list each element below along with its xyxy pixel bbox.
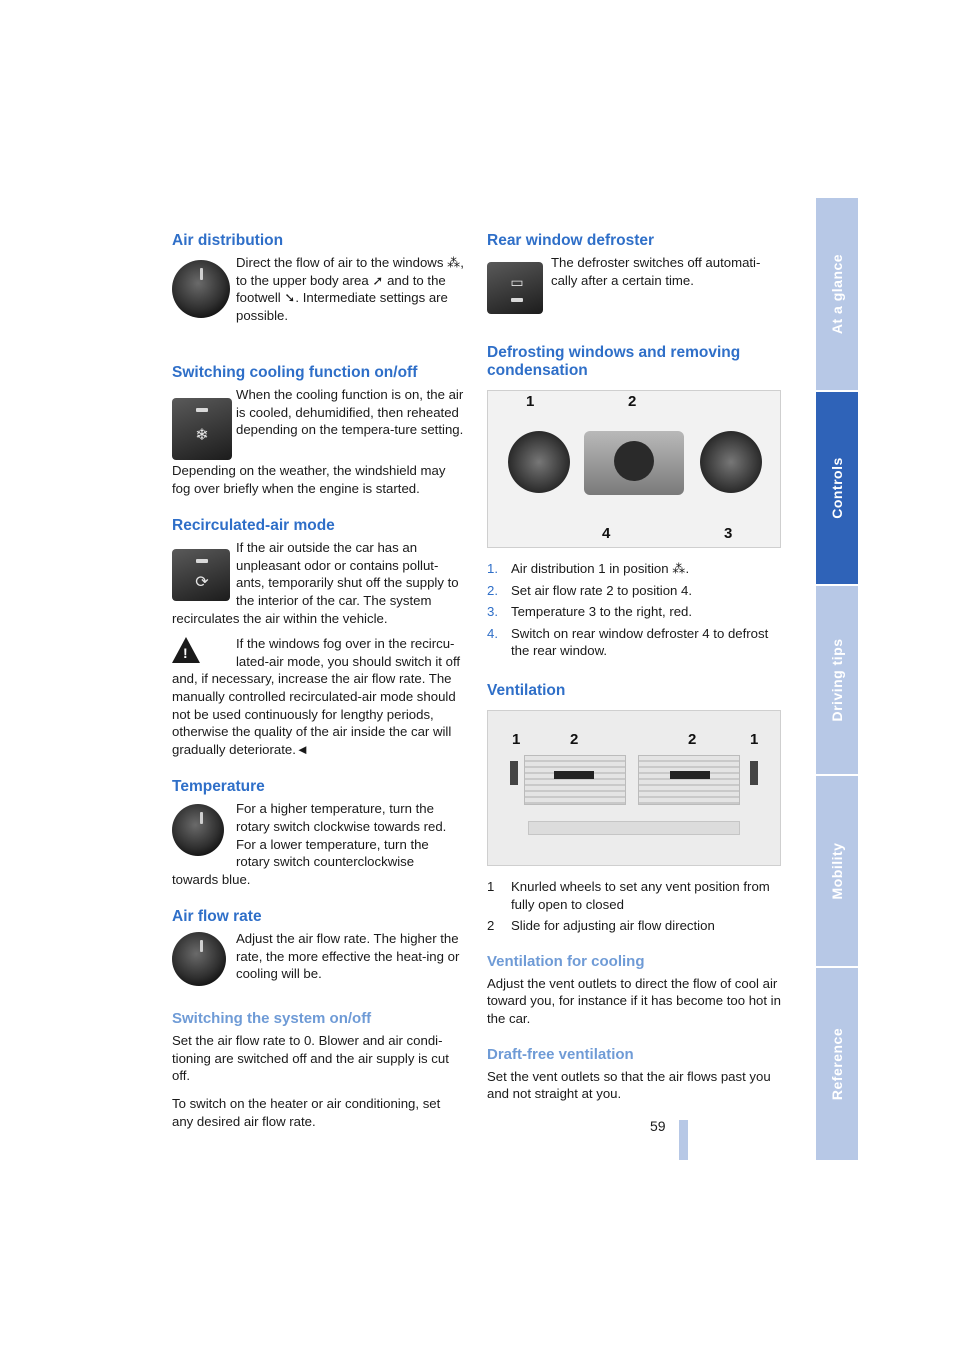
photo-label: 1 [512, 730, 521, 748]
list-item: 2. Set air flow rate 2 to position 4. [487, 582, 693, 598]
side-tab-mobility[interactable] [816, 776, 858, 966]
side-tab-driving-tips[interactable] [816, 586, 858, 774]
system-onoff-text-2: To switch on the heater or air conditioning, set any desired air flow rate. [172, 1096, 441, 1129]
side-tab-label: Driving tips [829, 638, 845, 722]
page-number-bar [679, 1120, 688, 1160]
cooling-heading: Switching cooling function on/off [172, 364, 418, 381]
recirc-warning: If the windows fog over in the recircu-lated-air mode, you should switch it off and, if necessary, increase the air flow rate. The manually controlled recirculated-air mode should not be used continuously for lengthy periods, otherwise the quality of the air inside the car will gradually deteriorate.◄ [172, 636, 461, 757]
recirculation-icon: ⟳ [195, 574, 209, 592]
temperature-text: For a higher temperature, turn the rotary switch clockwise towards red. For a lower temperature, turn the rotary switch counterclockwise towards blue. [172, 801, 447, 887]
climate-control-photo [487, 390, 781, 548]
side-tab-controls[interactable] [816, 392, 858, 584]
side-tab-label: Mobility [829, 842, 845, 900]
air-flow-text: Adjust the air flow rate. The higher the rate, the more effective the heat-ing or cooling will be. [236, 931, 460, 982]
cooling-text: When the cooling function is on, the air is cooled, dehumidified, then reheated depending on the tempera-ture setting. [236, 387, 464, 438]
ventilation-heading: Ventilation [487, 681, 566, 699]
list-item: 1 Knurled wheels to set any vent position from fully open to closed [487, 878, 770, 912]
side-tab-reference[interactable] [816, 968, 858, 1160]
left-column [172, 232, 462, 1130]
temperature-heading: Temperature [172, 778, 265, 796]
rear-defroster-heading: Rear window defroster [487, 232, 655, 249]
photo-label: 4 [602, 525, 611, 542]
rear-defroster-button-image [487, 262, 543, 314]
list-item: 1. Air distribution 1 in position ⁂. [487, 561, 690, 576]
side-tab-label: Controls [829, 457, 845, 519]
snowflake-icon: ❄ [195, 427, 209, 444]
rear-defroster-icon: ▭ [510, 274, 524, 290]
warning-icon: ! [172, 637, 200, 663]
system-onoff-heading: Switching the system on/off [172, 1010, 372, 1028]
right-column [487, 232, 783, 1103]
photo-label: 2 [570, 730, 579, 748]
temperature-knob-image [172, 804, 224, 856]
vent-cooling-text: Adjust the vent outlets to direct the flow of cool air toward you, for instance if it has become too hot in the car. [487, 975, 781, 1026]
air-distribution-text: Direct the flow of air to the windows ⁂, to the upper body area ➚ and to the footwell ➘. Intermediate settings are possible. [236, 255, 464, 323]
side-tab-label: Reference [829, 1027, 845, 1101]
cooling-button-image [172, 398, 232, 460]
air-distribution-knob-image [172, 260, 230, 318]
ventilation-photo [487, 710, 781, 866]
photo-label: 3 [724, 525, 733, 542]
recirc-heading: Recirculated-air mode [172, 517, 335, 535]
list-item: 3. Temperature 3 to the right, red. [487, 604, 693, 620]
photo-label: 1 [750, 730, 759, 748]
photo-label: 2 [688, 730, 697, 748]
air-flow-heading: Air flow rate [172, 908, 262, 926]
cooling-text-2: Depending on the weather, the windshield may fog over briefly when the engine is started. [172, 463, 446, 496]
air-distribution-heading: Air distribution [172, 232, 284, 249]
recirc-button-image [172, 549, 230, 601]
rear-defroster-text: The defroster switches off automati-cally after a certain time. [551, 255, 761, 288]
vent-cooling-heading: Ventilation for cooling [487, 952, 645, 970]
air-flow-knob-image [172, 932, 226, 986]
draft-free-text: Set the vent outlets so that the air flows past you and not straight at you. [487, 1068, 771, 1102]
defrosting-heading: Defrosting windows and removing condensation [487, 344, 741, 379]
list-item: 2 Slide for adjusting air flow direction [487, 918, 715, 934]
recirc-text: If the air outside the car has an unpleasant odor or contains pollut-ants, temporarily shut off the supply to the interior of the car. The system recirculates the air within the vehicle. [172, 540, 459, 626]
photo-label: 2 [628, 393, 637, 410]
side-tab-at-a-glance[interactable] [816, 198, 858, 390]
page-number: 59 [650, 1118, 666, 1134]
draft-free-heading: Draft-free ventilation [487, 1045, 634, 1063]
photo-label: 1 [526, 393, 535, 410]
system-onoff-text-1: Set the air flow rate to 0. Blower and air condi-tioning are switched off and the air supply is cut off. [172, 1033, 449, 1084]
list-item: 4. Switch on rear window defroster 4 to defrost the rear window. [487, 625, 769, 659]
side-tab-label: At a glance [829, 253, 845, 335]
